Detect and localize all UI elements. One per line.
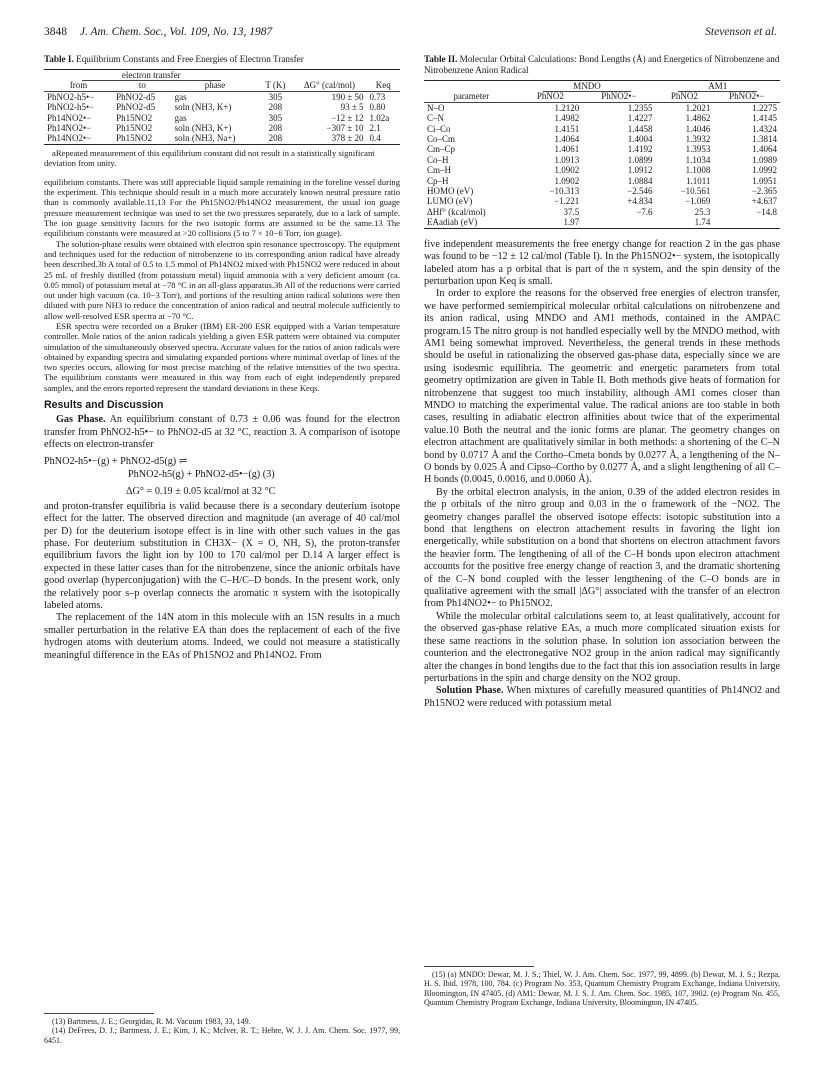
table-cell: 1.1011 <box>685 175 711 186</box>
table-cell: 1.4151 <box>554 123 580 134</box>
table-cell: 1.4324 <box>752 123 777 134</box>
paragraph-text: An equilibrium constant of 0.73 ± 0.06 was found for the electron transfer from PhNO2-h5•− to PhNO2-d5 at 32 °C, reaction 3. A comparison of isotope effects on electron-transfer <box>44 414 401 451</box>
table-cell: PhNO2-d5 <box>116 102 156 113</box>
table-row <box>424 113 780 123</box>
table-cell: C–N <box>427 113 445 124</box>
table-cell: 305 <box>268 112 283 123</box>
table2-col-am1-anion: PhNO2•− <box>729 91 765 102</box>
body-paragraph <box>44 414 400 451</box>
page-number: 3848 <box>44 26 67 38</box>
table-row <box>424 102 780 113</box>
table-cell <box>713 217 780 228</box>
running-head-left <box>44 26 272 38</box>
table-cell: soln (NH3, K+) <box>174 102 232 113</box>
table-cell: soln (NH3, Na+) <box>174 133 236 144</box>
table-cell: 1.4046 <box>685 123 711 134</box>
table-cell: Ph14NO2•− <box>47 133 92 144</box>
table-cell: −12 ± 12 <box>331 112 364 123</box>
table-cell: Cp–H <box>427 175 449 186</box>
running-head-authors: Stevenson et al. <box>705 26 777 38</box>
table-cell: soln (NH3, K+) <box>174 123 232 134</box>
table-cell: 1.4064 <box>554 134 580 145</box>
table-cell: 305 <box>268 91 283 102</box>
discussion-text <box>424 239 780 710</box>
table-cell: 378 ± 20 <box>331 133 364 144</box>
table-cell: 1.0912 <box>627 165 653 176</box>
table-cell: N–O <box>427 102 445 113</box>
table-cell: −10.561 <box>680 186 711 197</box>
table-cell: ΔHf° (kcal/mol) <box>427 206 486 217</box>
table-cell: 1.97 <box>563 217 580 228</box>
table2-caption-text: Molecular Orbital Calculations: Bond Lengths (Å) and Energetics of Nitrobenzene and Nitrobenzene Anion Radical <box>424 54 780 75</box>
table2-col-mndo-neutral: PhNO2 <box>536 91 564 102</box>
equation-3 <box>44 455 400 498</box>
table-row <box>424 217 780 228</box>
table-cell: PhNO2-h5•− <box>47 102 95 113</box>
table-row <box>44 102 400 112</box>
table-row <box>424 165 780 175</box>
table-cell: 0.73 <box>369 91 386 102</box>
table-cell: 1.0951 <box>752 175 777 186</box>
table-cell: 1.2275 <box>752 102 777 113</box>
body-paragraph: five independent measurements the free energy change for reaction 2 in the gas phase was found to be −12 ± 12 cal/mol (Table I). In the Ph15NO2•− system, the isotopically labeled atom has a p orbital that is part of the π system, and the spin density of the perturbation upon Keq is small. <box>424 238 780 287</box>
table-row <box>424 134 780 144</box>
table2-group-am1: AM1 <box>656 81 780 92</box>
table-row <box>44 133 400 144</box>
table1-col-phase: phase <box>204 80 226 91</box>
table-cell: −2.546 <box>627 186 653 197</box>
table-cell: PhNO2-d5 <box>116 91 156 102</box>
table-cell: 1.0902 <box>554 175 580 186</box>
table-cell: 0.4 <box>369 133 381 144</box>
table-cell <box>582 217 655 228</box>
table-cell: Co–H <box>427 154 449 165</box>
equation-line: PhNO2-h5•−(g) + PhNO2-d5(g) ⇌ <box>44 455 188 467</box>
table-cell: −307 ± 10 <box>326 123 364 134</box>
table1-caption-text: Equilibrium Constants and Free Energies of Electron Transfer <box>76 54 304 64</box>
table-cell: 1.2120 <box>554 102 580 113</box>
table-row <box>424 176 780 186</box>
table-cell: EAadiab (eV) <box>427 217 478 228</box>
table-cell: 1.3814 <box>752 134 777 145</box>
table1-label: Table I. <box>44 54 74 64</box>
table2-col-mndo-anion: PhNO2•− <box>601 91 637 102</box>
table-cell: 1.4192 <box>627 144 653 155</box>
paragraph-text: When mixtures of carefully measured quantities of Ph14NO2 and Ph15NO2 were reduced with potassium metal <box>424 685 780 709</box>
table-cell: 1.4862 <box>685 113 711 124</box>
table-cell: 1.4458 <box>627 123 653 134</box>
table-cell: −1.221 <box>553 196 580 207</box>
table2-col-am1-neutral: PhNO2 <box>670 91 698 102</box>
table-cell: gas <box>174 91 187 102</box>
table-cell: 93 ± 5 <box>340 102 364 113</box>
body-paragraph: and proton-transfer equilibria is valid because there is a secondary deuterium isotope effect for the latter. The observed direction and magnitude (an average of 40 cal/mol per D) for the deuterium isotope effect is in line with other such values in the gas phase. For deuterium substitution in CH3X− (X = O, NH, S), the proton-transfer equilibrium favors the light ion by 100 to 170 cal/mol per D.14 A larger effect is expected in these latter cases than for the nitrobenzene, since the anionic orbitals have good overlap (hyperconjugation) with the C–H/C–D bonds. In the present work, only the relatively poor s–p overlap connects the aromatic π system with the isotopically labeled atoms. <box>44 500 400 611</box>
table-cell: Ph15NO2 <box>116 123 153 134</box>
table-cell: −7.6 <box>636 206 653 217</box>
table-cell: Ci–Co <box>427 123 451 134</box>
table-cell: 1.4227 <box>627 113 653 124</box>
table-cell: Ph15NO2 <box>116 133 153 144</box>
table-row <box>44 91 400 102</box>
table-row <box>424 144 780 154</box>
table-cell: 1.0902 <box>554 165 580 176</box>
table-cell: −2.365 <box>751 186 777 197</box>
equation-line: ΔG° = 0.19 ± 0.05 kcal/mol at 32 °C <box>126 485 276 497</box>
table-cell: 190 ± 50 <box>331 91 364 102</box>
methods-text <box>44 177 400 393</box>
body-paragraph: By the orbital electron analysis, in the anion, 0.39 of the added electron resides in the p orbitals of the nitro group and 0.03 in the σ framework of the −NO2. The geometry changes parallel the observed isotope effects: isotopic substitution into a bond that lengthens on electron attachement results in favoring the light ion energetically, while substitution on a bond that shortens on electron attachment favors the heavier form. The lengthening of all of the C–H bonds upon electron attachment accounts for the positive free energy change of reaction 3, and the dramatic shortening of the C–N bond coupled with the lesser lengthening of the C–O bonds are in qualitative agreement with the small |ΔG°| associated with the transfer of an electron from Ph14NO2•− to Ph15NO2. <box>424 486 780 610</box>
table-cell: 1.74 <box>694 217 711 228</box>
table-cell: 1.0913 <box>554 154 580 165</box>
table-cell: 1.1008 <box>685 165 711 176</box>
table-cell: 1.0992 <box>752 165 777 176</box>
table-cell: 1.4064 <box>752 144 777 155</box>
table-cell: 1.0989 <box>752 154 777 165</box>
table-cell: 1.2021 <box>685 102 711 113</box>
table1-col-from: from <box>69 80 88 91</box>
table-cell: LUMO (eV) <box>427 196 473 207</box>
table-cell: 1.3932 <box>685 134 711 145</box>
equation-line: PhNO2-h5(g) + PhNO2-d5•−(g) (3) <box>128 468 275 480</box>
table-cell: 0.80 <box>369 102 386 113</box>
table-cell: 1.4061 <box>554 144 580 155</box>
table-cell: 208 <box>268 123 283 134</box>
table1-caption <box>44 54 400 65</box>
body-paragraph: The replacement of the 14N atom in this molecule with an 15N results in a much smaller perturbation in the relative EA than does the replacement of each of the five hydrogen atoms with deuterium atoms. Indeed, we could not measure a statistically meaningful difference in the EAs of Ph15NO2 and Ph14NO2. From <box>44 612 400 661</box>
table1 <box>44 69 400 145</box>
table-cell: −1.069 <box>685 196 711 207</box>
table-cell: 1.2355 <box>627 102 653 113</box>
table-row <box>424 207 780 217</box>
table1-footnote: aRepeated measurement of this equilibrium constant did not result in a statistically significant deviation from unity. <box>44 147 375 168</box>
table2-group-mndo: MNDO <box>519 81 656 92</box>
body-paragraph: In order to explore the reasons for the observed free energies of electron transfer, we have performed semiempirical molecular orbital calculations on nitrobenzene and its anion radical, using MNDO and AM1 methods, contained in the AMPAC program.15 The nitro group is not handled especially well by the MNDO method, with AM1 being somewhat improved. Nevertheless, the general trends in these methods should be useful in rationalizing the observed gas-phase data, especially since we are using isodesmic equilibria. The geometric and energetic parameters from total geometry optimization are given in Table II. Both methods give heats of formation for nitrobenzene that suggest too much instability, although AM1 comes closer than MNDO to matching the experimental value. The radical anions are too stable in both cases, resulting in adiabatic electron affinities about twice that of the experimental value.10 Both the neutral and the ionic forms are planar. The geometry changes on electron attachment are qualitatively similar in both methods: a shortening of the C–N bond by 0.0717 Å and the Cortho–Cmeta bonds by 0.0277 Å, a lengthening of the N–O bonds by 0.025 Å and Cipso–Cortho by 0.0277 Å, and a slight lengthening of all C–H bonds (0.0045, 0.0016, and 0.0060 Å). <box>424 288 780 486</box>
table-cell: −10.313 <box>549 186 580 197</box>
table-cell: HOMO (eV) <box>427 186 474 197</box>
table1-col-keq: Keq <box>375 80 391 91</box>
running-head <box>44 26 777 42</box>
table-cell: 1.4004 <box>627 134 653 145</box>
table-cell: Co–Cm <box>427 134 456 145</box>
table2-col-parameter: parameter <box>453 91 490 102</box>
table1-col-to: to <box>138 80 146 91</box>
table1-group-header: electron transfer <box>44 70 258 81</box>
body-paragraph: equilibrium constants. There was still appreciable liquid sample remaining in the foreline vessel during the experiment. This technique should result in a much more accurately known neutral pressure ratio than is commonly available.11,13 For the Ph15NO2/Ph14NO2 measurement, the usual ion guage pressure measurement technique was used to set the two pressures separately, due to a lack of sample. The ion guage sensitivity factors for the two isotopic forms are assumed to be the same.13 The equilibrium constants were measured at >20 collisions (5 to 7 × 10−6 Torr, ion guage). <box>44 176 400 239</box>
table-cell: 37.5 <box>563 206 580 217</box>
table-cell: 208 <box>268 133 283 144</box>
table-cell: Ph14NO2•− <box>47 112 92 123</box>
journal-volume: Vol. 109, No. 13, 1987 <box>169 26 273 38</box>
table-row <box>424 124 780 134</box>
table-cell: 1.0899 <box>627 154 653 165</box>
table-cell: Ph15NO2 <box>116 112 153 123</box>
table-cell: PhNO2-h5•− <box>47 91 95 102</box>
table1-col-dg: ΔG° (cal/mol) <box>303 80 355 91</box>
body-paragraph: ESR spectra were recorded on a Bruker (IBM) ER-200 ESR equipped with a Varian temperature controller. Mole ratios of the anion radicals yielding a given ESR pattern were obtained via computer simulation of the simultaneously observed spectra. Accurate values for the ratios of anion radicals were obtained by expanding spectra and simulating expanded portions where minimal overlap of lines of the two species occurs, allowing for most precise matching of the relative intensities of the two spectra. The equilibrium constants were measured in this way from each of eight independently prepared samples, and the errors reported represent the standard deviations in these Keqs. <box>44 321 400 393</box>
table-cell: 208 <box>268 102 283 113</box>
footnote-rule <box>44 1013 154 1014</box>
left-column <box>44 54 400 662</box>
table-cell: 1.1034 <box>685 154 711 165</box>
table-cell: 1.3953 <box>685 144 711 155</box>
table-row <box>424 186 780 196</box>
table-cell: Ph14NO2•− <box>47 123 92 134</box>
table-row <box>424 155 780 165</box>
table-cell: Cm–Cp <box>427 144 456 155</box>
right-footnotes <box>424 960 780 1008</box>
section-heading: Results and Discussion <box>44 399 164 412</box>
table-cell: 1.0884 <box>627 175 653 186</box>
journal-name: J. Am. Chem. Soc., <box>79 26 167 38</box>
table-cell: 1.4982 <box>554 113 580 124</box>
table-cell: +4.834 <box>627 196 653 207</box>
table-row <box>424 196 780 206</box>
table-cell: +4.637 <box>751 196 777 207</box>
table2-caption <box>424 54 780 76</box>
table-cell: gas <box>174 112 187 123</box>
table-cell: 1.02a <box>369 112 390 123</box>
table-row <box>44 113 400 123</box>
footnote-rule <box>424 966 534 967</box>
table-cell: Cm–H <box>427 165 452 176</box>
table-cell: 1.4145 <box>752 113 777 124</box>
table2 <box>424 80 780 229</box>
table-row <box>44 123 400 133</box>
results-text <box>44 414 400 662</box>
table-cell: −14.8 <box>756 206 777 217</box>
subsection-runin: Solution Phase. <box>436 685 504 697</box>
table-cell: 2.1 <box>369 123 381 134</box>
table1-col-t: T (K) <box>265 80 286 91</box>
right-column <box>424 54 780 710</box>
left-footnotes <box>44 1007 400 1045</box>
body-paragraph <box>424 685 780 710</box>
footnote: (14) DeFrees, D. J.; Bartmess, J. E.; Kim, J. K.; McIver, R. T.; Hehre, W. J. J. Am. Chem. Soc. 1977, 99, 6451. <box>44 1026 400 1045</box>
footnote: (15) (a) MNDO: Dewar, M. J. S.; Thiel, W. J. Am. Chem. Soc. 1977, 99, 4899. (b) Dewar, M. J. S.; Rezpa, H. S. Ibid. 1978, 100, 784. (c) Program No. 353, Quantum Chemistry Program Exchange, Indiana University, Bloomington, IN 47405. (d) AM1: Dewar, M. J. S. J. Am. Chem. Soc. 1985, 107, 3902. (e) Program No. 455, Quantum Chemistry Program Exchange, Indiana University, Bloomington, IN 47405. <box>424 970 780 1008</box>
table2-label: Table II. <box>424 54 458 64</box>
footnote: (13) Bartmess, J. E.; Georgidas, R. M. Vacuum 1983, 33, 149. <box>52 1017 251 1026</box>
body-paragraph: While the molecular orbital calculations seem to, at least qualitatively, account for the observed gas-phase relative EAs, a much more complicated situation exists for these same reactions in the solution phase. In solution ion association between the counterion and the electronegative NO2 group in the anion radical may significantly alter the changes in bond lengths due to the fact that this ion association results in large perturbations in the spin and charge density on the NO2 group. <box>424 610 780 684</box>
table-cell: 25.3 <box>694 206 711 217</box>
subsection-runin: Gas Phase. <box>56 414 106 426</box>
body-paragraph: The solution-phase results were obtained with electron spin resonance spectroscopy. The equipment and techniques used for the reduction of nitrobenzene to its corresponding anion radical have already been described.3b A total of 0.5 to 1.5 mmol of Ph14NO2 mixed with Ph15NO2 were reduced in about 25 mL of freshly distilled (from potassium metal) liquid ammonia with a very deficient amount (ca. 0.05 mmol) of potassium metal at −78 °C in an all-glass apparatus.3b All of the reductions were carried out under high vacuum (ca. 10−3 Torr), and portions of the resulting anion radical solutions were then diluted with pure NH3 to reduce the concentration of anion radical and neutral molecule sufficiently to allow well-resolved ESR spectra at −70 °C. <box>44 238 401 321</box>
